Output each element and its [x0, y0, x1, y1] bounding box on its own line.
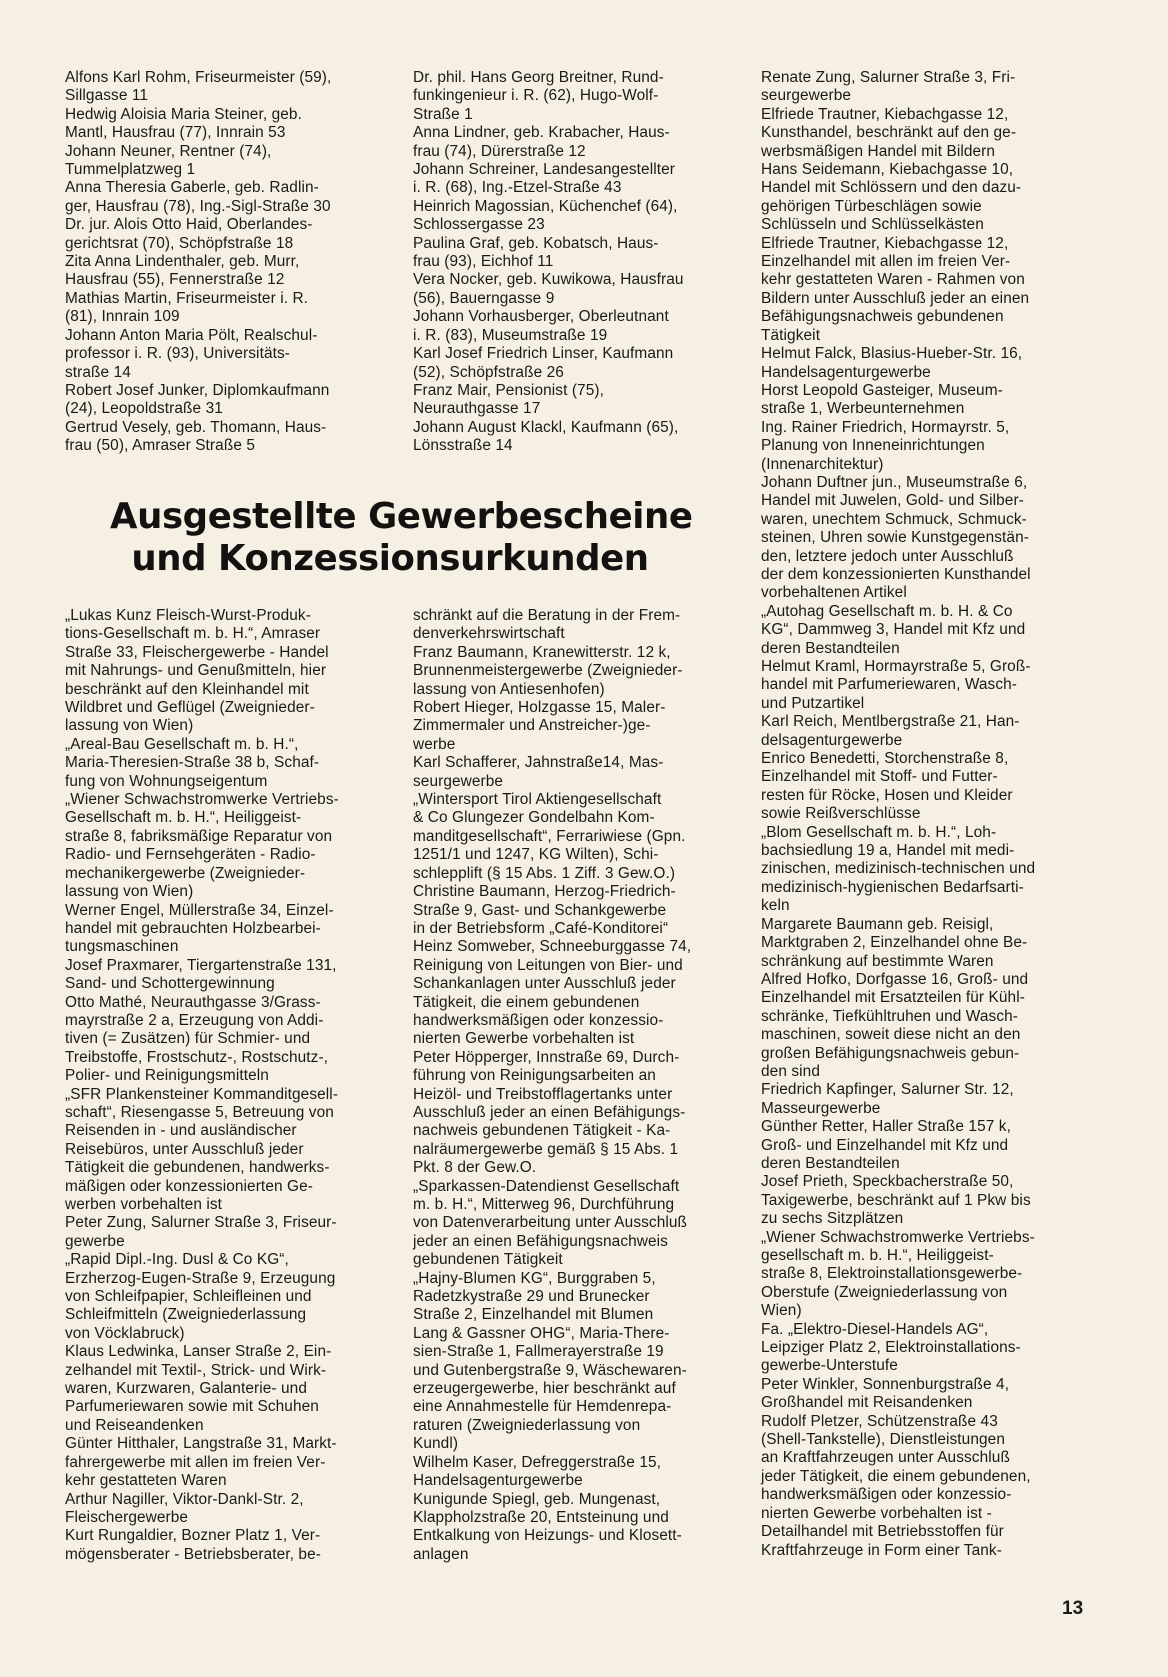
entry: Hedwig Aloisia Maria Steiner, geb. Mantl, Hausfrau (77), Innrain 53: [65, 105, 302, 142]
entry: Horst Leopold Gasteiger, Museum- straße 1, Werbeunternehmen: [761, 381, 1003, 418]
entry: Helmut Kraml, Hormayrstraße 5, Groß- handel mit Parfumeriewaren, Wasch- und Putzartikel: [761, 658, 1031, 712]
entry: Heinrich Magossian, Küchenchef (64), Schlossergasse 23: [413, 197, 678, 234]
entry: Elfriede Trautner, Kiebachgasse 12, Kunsthandel, beschränkt auf den ge- werbsmäßigen Handel mit Bildern: [761, 105, 1017, 160]
entry: Gertrud Vesely, geb. Thomann, Haus- frau (50), Amraser Straße 5: [65, 418, 327, 455]
entry: Wilhelm Kaser, Defreggerstraße 15, Handelsagenturgewerbe: [413, 1453, 662, 1490]
entry: Helmut Falck, Blasius-Hueber-Str. 16, Handelsagenturgewerbe: [761, 345, 1023, 381]
entry: Peter Zung, Salurner Straße 3, Friseur- gewerbe: [65, 1214, 337, 1250]
entry: Johann August Klackl, Kaufmann (65), Lönsstraße 14: [413, 418, 679, 455]
entry: Karl Josef Friedrich Linser, Kaufmann (52), Schöpfstraße 26: [413, 345, 674, 381]
entry: Johann Duftner jun., Museumstraße 6, Handel mit Juwelen, Gold- und Silber- waren, unechtem Schmuck, Schmuck- steinen, Uhren sowie Kunstgegenstän- den, letztere jedoch unter Ausschluß der dem konzessionierten Kunsthandel vorbehaltenen Artikel: [761, 473, 1031, 602]
entry: Robert Hieger, Holzgasse 15, Maler- Zimmermaler und Anstreicher-)ge- werbe: [413, 699, 666, 753]
section-heading-line-1: Ausgestellte Gewerbescheine: [110, 496, 693, 537]
entry: Elfriede Trautner, Kiebachgasse 12, Einzelhandel mit allen im freien Ver- kehr gestatteten Waren - Rahmen von Bildern unter Ausschluß jeder an einen Befähigungsnachweis gebundenen Tätigkeit: [761, 234, 1030, 344]
entry: „Wintersport Tirol Aktiengesellschaft & Co Glungezer Gondelbahn Kom- manditgesellschaft“, Ferrariwiese (Gpn. 1251/1 und 1247, KG Wilten), Schi- schlepplift (§ 15 Abs. 1 Ziff. 3 Gew.O.): [413, 791, 686, 882]
entry: Peter Höpperger, Innstraße 69, Durch- führung von Reinigungsarbeiten an Heizöl- und Treibstofflagertanks unter Ausschluß jeder an einen Befähigungs- nachweis gebundenen Tätigkeit - Ka- nalräumergewerbe gemäß § 15 Abs. 1 Pkt. 8 der Gew.O.: [413, 1048, 686, 1177]
column-2-top-list: [413, 69, 733, 456]
entry: Johann Vorhausberger, Oberleutnant i. R. (83), Museumstraße 19: [413, 308, 669, 344]
section-heading-line-2: und Konzessionsurkunden: [131, 538, 649, 579]
entry: „Sparkassen-Datendienst Gesellschaft m. b. H.“, Mitterweg 96, Durchführung von Datenverarbeitung unter Ausschluß jeder an einen Befähigungsnachweis gebundenen Tätigkeit: [413, 1177, 688, 1269]
entry: Otto Mathé, Neurauthgasse 3/Grass- mayrstraße 2 a, Erzeugung von Addi- tiven (= Zusätzen) für Schmier- und Treibstoffe, Frostschutz-, Rostschutz-, Polier- und Reinigungsmitteln: [65, 993, 329, 1085]
entry: Josef Praxmarer, Tiergartenstraße 131, Sand- und Schottergewinnung: [65, 956, 337, 993]
entry: „Wiener Schwachstromwerke Vertriebs- Gesellschaft m. b. H.“, Heiliggeist- straße 8, fabriksmäßige Reparatur von Radio- und Fernsehgeräten - Radio- mechanikergewerbe (Zweignieder- lassung von Wien): [65, 791, 339, 901]
entry: Heinz Somweber, Schneeburggasse 74, Reinigung von Leitungen von Bier- und Schankanlagen unter Ausschluß jeder Tätigkeit, die einem gebundenen handwerksmäßigen oder konzessio- nierten Gewerbe vorbehalten ist: [413, 938, 692, 1048]
entry: Vera Nocker, geb. Kuwikowa, Hausfrau (56), Bauerngasse 9: [413, 271, 684, 307]
entry: Anna Theresia Gaberle, geb. Radlin- ger, Hausfrau (78), Ing.-Sigl-Straße 30: [65, 179, 331, 215]
page-number: 13: [1062, 1598, 1084, 1619]
entry: Franz Baumann, Kranewitterstr. 12 k, Brunnenmeistergewerbe (Zweignieder- lassung von Antiesenhofen): [413, 643, 683, 698]
entry: Rudolf Pletzer, Schützenstraße 43 (Shell-Tankstelle), Dienstleistungen an Kraftfahrzeugen unter Ausschluß jeder Tätigkeit, die einem gebundenen, handwerksmäßigen oder konzessio- nierten Gewerbe vorbehalten ist - Detailhandel mit Betriebsstoffen für Kraftfahrzeuge in Form einer Tank-: [761, 1412, 1031, 1559]
entry: Josef Prieth, Speckbacherstraße 50, Taxigewerbe, beschränkt auf 1 Pkw bis zu sechs Sitzplätzen: [761, 1173, 1031, 1228]
column-1-bottom-list: [65, 607, 385, 1564]
entry: Hans Seidemann, Kiebachgasse 10, Handel mit Schlössern und den dazu- gehörigen Türbeschlägen sowie Schlüsseln und Schlüsselkästen: [761, 161, 1022, 234]
entry: Klaus Ledwinka, Lanser Straße 2, Ein- zelhandel mit Textil-, Strick- und Wirk- waren, Kurzwaren, Galanterie- und Parfumeriewaren sowie mit Schuhen und Reiseandenken: [65, 1343, 332, 1434]
entry: Peter Winkler, Sonnenburgstraße 4, Großhandel mit Reisandenken: [761, 1375, 1010, 1412]
entry: Friedrich Kapfinger, Salurner Str. 12, Masseurgewerbe: [761, 1081, 1014, 1117]
entry: Arthur Nagiller, Viktor-Dankl-Str. 2, Fleischergewerbe: [65, 1490, 304, 1526]
section-heading: [110, 496, 693, 580]
entry: Karl Reich, Mentlbergstraße 21, Han- delsagenturgewerbe: [761, 713, 1020, 749]
entry: „Wiener Schwachstromwerke Vertriebs- gesellschaft m. b. H.“, Heiliggeist- straße 8, Elektroinstallationsgewerbe- Oberstufe (Zweigniederlassung von Wien): [761, 1228, 1035, 1320]
entry: Paulina Graf, geb. Kobatsch, Haus- frau (93), Eichhof 11: [413, 234, 659, 271]
entry: Johann Anton Maria Pölt, Realschul- professor i. R. (93), Universitäts- straße 14: [65, 326, 318, 381]
column-1-top-list: [65, 69, 380, 456]
entry: „Rapid Dipl.-Ing. Dusl & Co KG“, Erzherzog-Eugen-Straße 9, Erzeugung von Schleifpapier, Schleifleinen und Schleifmitteln (Zweigniederlassung von Vöcklabruck): [65, 1251, 336, 1342]
entry: Anna Lindner, geb. Krabacher, Haus- frau (74), Dürerstraße 12: [413, 124, 670, 160]
entry: „SFR Plankensteiner Kommanditgesell- schaft“, Riesengasse 5, Betreuung von Reisenden in - und ausländischer Reisebüros, unter Ausschluß jeder Tätigkeit die gebundenen, handwerks- mäßigen oder konzessionierten Ge- werben vorbehalten ist: [65, 1085, 339, 1213]
entry: Enrico Benedetti, Storchenstraße 8, Einzelhandel mit Stoff- und Futter- resten für Röcke, Hosen und Kleider sowie Reißverschlüsse: [761, 750, 1013, 823]
entry: Christine Baumann, Herzog-Friedrich- Straße 9, Gast- und Schankgewerbe in der Betriebsform „Café-Konditorei“: [413, 883, 676, 937]
entry: Johann Neuner, Rentner (74), Tummelplatzweg 1: [65, 142, 272, 179]
entry: Zita Anna Lindenthaler, geb. Murr, Hausfrau (55), Fennerstraße 12: [65, 253, 300, 289]
entry: Robert Josef Junker, Diplomkaufmann (24), Leopoldstraße 31: [65, 381, 330, 418]
entry: Fa. „Elektro-Diesel-Handels AG“, Leipziger Platz 2, Elektroinstallations- gewerbe-Unterstufe: [761, 1320, 1021, 1375]
entry: Margarete Baumann geb. Reisigl, Marktgraben 2, Einzelhandel ohne Be- schränkung auf bestimmte Waren: [761, 915, 1028, 970]
entry: „Blom Gesellschaft m. b. H.“, Loh- bachsiedlung 19 a, Handel mit medi- zinischen, medizinisch-technischen und medizinisch-hygienischen Bedarfsarti- keln: [761, 823, 1036, 915]
entry: Dr. jur. Alois Otto Haid, Oberlandes- gerichtsrat (70), Schöpfstraße 18: [65, 216, 313, 252]
entry: Johann Schreiner, Landesangestellter i. R. (68), Ing.-Etzel-Straße 43: [413, 161, 676, 197]
entry: Alfons Karl Rohm, Friseurmeister (59), Sillgasse 11: [65, 69, 332, 105]
entry: „Autohag Gesellschaft m. b. H. & Co KG“, Dammweg 3, Handel mit Kfz und deren Bestandteilen: [761, 602, 1026, 657]
entry: „Hajny-Blumen KG“, Burggraben 5, Radetzkystraße 29 und Brunecker Straße 2, Einzelhandel mit Blumen: [413, 1269, 656, 1324]
entry: Lang & Gassner OHG“, Maria-There- sien-Straße 1, Fallmerayerstraße 19 und Gutenbergstraße 9, Wäschewaren- erzeugergewerbe, hier beschränkt auf eine Annahmestelle für Hemdenrepa- raturen (Zweigniederlassung von Kundl): [413, 1324, 687, 1453]
entry: Werner Engel, Müllerstraße 34, Einzel- handel mit gebrauchten Holzbearbei- tungsmaschinen: [65, 901, 334, 956]
entry: Franz Mair, Pensionist (75), Neurauthgasse 17: [413, 381, 604, 418]
entry: Günther Retter, Haller Straße 157 k, Groß- und Einzelhandel mit Kfz und deren Bestandteilen: [761, 1118, 1011, 1172]
entry: Dr. phil. Hans Georg Breitner, Rund- funkingenieur i. R. (62), Hugo-Wolf- Straße 1: [413, 69, 664, 123]
column-3-list: [761, 69, 1091, 1560]
entry: „Areal-Bau Gesellschaft m. b. H.“, Maria-Theresien-Straße 38 b, Schaf- fung von Wohnungseigentum: [65, 735, 320, 790]
entry: Ing. Rainer Friedrich, Hormayrstr. 5, Planung von Inneneinrichtungen (Innenarchitektur): [761, 418, 1010, 473]
entry: Kunigunde Spiegl, geb. Mungenast, Klappholzstraße 20, Entsteinung und Entkalkung von Heizungs- und Klosett- anlagen: [413, 1490, 682, 1563]
entry: „Lukas Kunz Fleisch-Wurst-Produk- tions-Gesellschaft m. b. H.“, Amraser Straße 33, Fleischergewerbe - Handel mit Nahrungs- und Genußmitteln, hier beschränkt auf den Kleinhandel mit Wildbret und Geflügel (Zweignieder- lassung von Wien): [65, 607, 329, 735]
entry: Günter Hitthaler, Langstraße 31, Markt- fahrergewerbe mit allen im freien Ver- kehr gestatteten Waren: [65, 1435, 337, 1490]
entry: Mathias Martin, Friseurmeister i. R. (81), Innrain 109: [65, 289, 309, 326]
entry: schränkt auf die Beratung in der Frem- denverkehrswirtschaft: [413, 607, 681, 643]
column-2-bottom-list: [413, 607, 733, 1564]
entry: Alfred Hofko, Dorfgasse 16, Groß- und Einzelhandel mit Ersatzteilen für Kühl- schränke, Tiefkühltruhen und Wasch- maschinen, soweit diese nicht an den großen Befähigungsnachweis gebun- den sind: [761, 970, 1029, 1080]
entry: Renate Zung, Salurner Straße 3, Fri- seurgewerbe: [761, 69, 1016, 105]
entry: Karl Schafferer, Jahnstraße14, Mas- seurgewerbe: [413, 754, 664, 790]
entry: Kurt Rungaldier, Bozner Platz 1, Ver- mögensberater - Betriebsberater, be-: [65, 1527, 321, 1563]
